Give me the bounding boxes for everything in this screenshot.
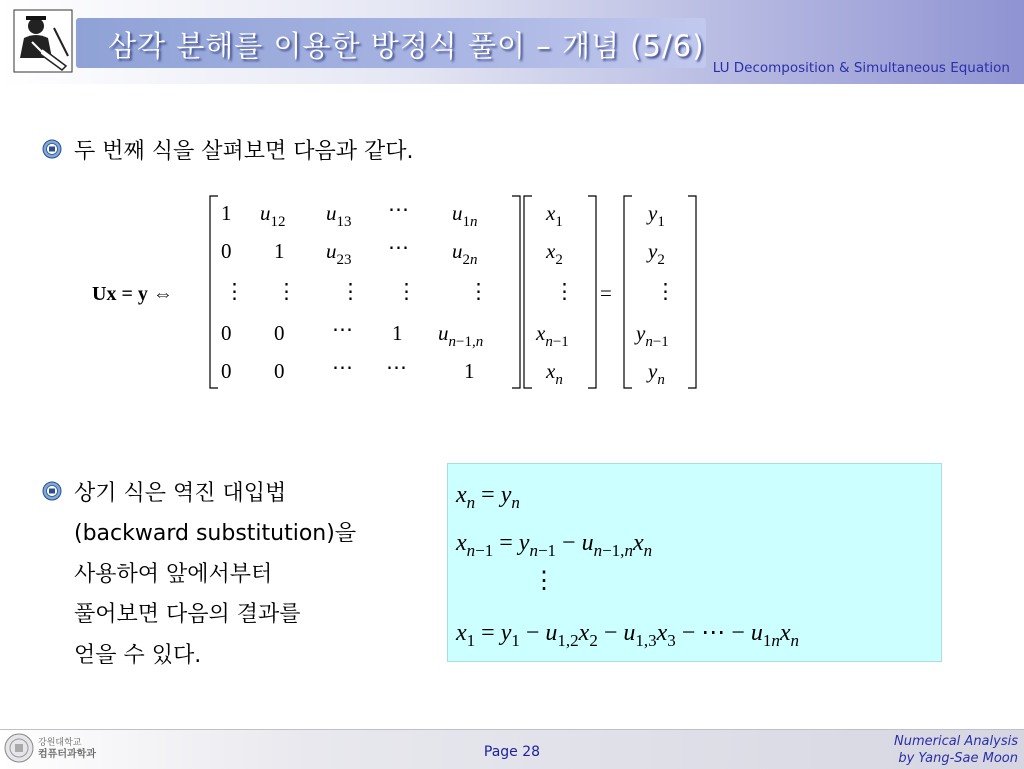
svg-text:yn: $y_n$ — [648, 359, 665, 388]
equals-sign: = — [600, 281, 612, 305]
bullet-text-2-line-2: (backward substitution)을 — [74, 521, 357, 546]
bullet-text-2-line-5: 얻을 수 있다. — [74, 643, 202, 668]
solution-eq-1: $x_n = y_n$ — [456, 482, 520, 512]
u-cell-r2c4: ⋯ — [388, 235, 409, 259]
matrix-equation — [90, 188, 710, 398]
svg-text:u1n: $u_1n$ — [452, 201, 478, 230]
bullet-text-2-line-3: 사용하여 앞에서부터 — [74, 562, 273, 587]
solution-eq-2: $x_n-1 = y_n-1 - u_n-1,nx_n$ — [456, 530, 653, 560]
bullet-text-2-line-4: 풀어보면 다음의 결과를 — [74, 602, 301, 627]
footer-logo-text: 강원대학교 컴퓨터과학과 — [38, 738, 96, 760]
bullet-emblem-icon — [42, 139, 62, 159]
solution-eq-3: $x_1 = y_1 - u_{1,2}x_2 - u_{1,3}x_3$ − ⋯ − $u_1nx_n$ — [456, 620, 799, 650]
u-cell-r1c1: 1 — [221, 201, 232, 225]
u-cell-r4c3: ⋯ — [332, 317, 353, 341]
u-cell-r1c4: ⋯ — [388, 197, 409, 221]
u-cell-r4c2: 0 — [274, 321, 285, 345]
u-cell-r2c1: 0 — [221, 239, 232, 263]
u-cell-r2c2: 1 — [274, 239, 285, 263]
svg-text:x2: $x_2$ — [546, 239, 563, 268]
u-cell-r5c3: ⋯ — [332, 355, 353, 379]
u-cell-r4c4: 1 — [392, 321, 403, 345]
u-cell-r5c1: 0 — [221, 359, 232, 383]
footer-credit: Numerical Analysis by Yang-Sae Moon — [893, 734, 1018, 766]
svg-text:xn: $x_n$ — [546, 359, 563, 388]
bullet-emblem-icon — [42, 481, 62, 501]
equation-label: Ux = y ⇔ — [92, 283, 173, 305]
page-number: Page 28 — [483, 744, 541, 760]
scholar-logo-icon — [12, 8, 74, 74]
svg-text:u13: $u_{13}$ — [326, 201, 352, 230]
solution-box — [447, 463, 942, 662]
u-cell-r5c5: 1 — [464, 359, 475, 383]
u-cell-r5c2: 0 — [274, 359, 285, 383]
svg-text:u12: $u_{12}$ — [260, 201, 286, 230]
slide-subtitle: LU Decomposition & Simultaneous Equation — [712, 60, 1010, 76]
u-cell-r3c1: ⋮ — [224, 279, 245, 303]
u-cell-r3c3: ⋮ — [340, 279, 361, 303]
svg-text:y2: $y_2$ — [648, 239, 665, 268]
slide-title: 삼각 분해를 이용한 방정식 풀이 – 개념 (5/6) — [108, 29, 705, 63]
solution-vdots: ⋮ — [532, 568, 556, 594]
u-cell-r3c2: ⋮ — [276, 279, 297, 303]
svg-text:u23: $u_{23}$ — [326, 239, 352, 268]
y-vec-vdots: ⋮ — [655, 279, 676, 303]
svg-text:x1: $x_1$ — [546, 201, 563, 230]
bullet-text-2-line-1: 상기 식은 역진 대입법 — [74, 481, 287, 506]
u-cell-r3c4: ⋮ — [396, 279, 417, 303]
svg-text:u2n: $u_2n$ — [452, 239, 478, 268]
svg-text:xn−1: $x_n-1$ — [536, 321, 569, 350]
u-cell-r5c4: ⋯ — [386, 355, 407, 379]
svg-text:yn−1: $y_n-1$ — [636, 321, 669, 350]
u-cell-r4c1: 0 — [221, 321, 232, 345]
svg-text:un−1,n: $u_n-1,n$ — [438, 321, 484, 350]
x-vec-vdots: ⋮ — [554, 279, 575, 303]
bullet-text-1: 두 번째 식을 살펴보면 다음과 같다. — [74, 139, 414, 164]
u-cell-r3c5: ⋮ — [468, 279, 489, 303]
svg-text:y1: $y_1$ — [648, 201, 665, 230]
